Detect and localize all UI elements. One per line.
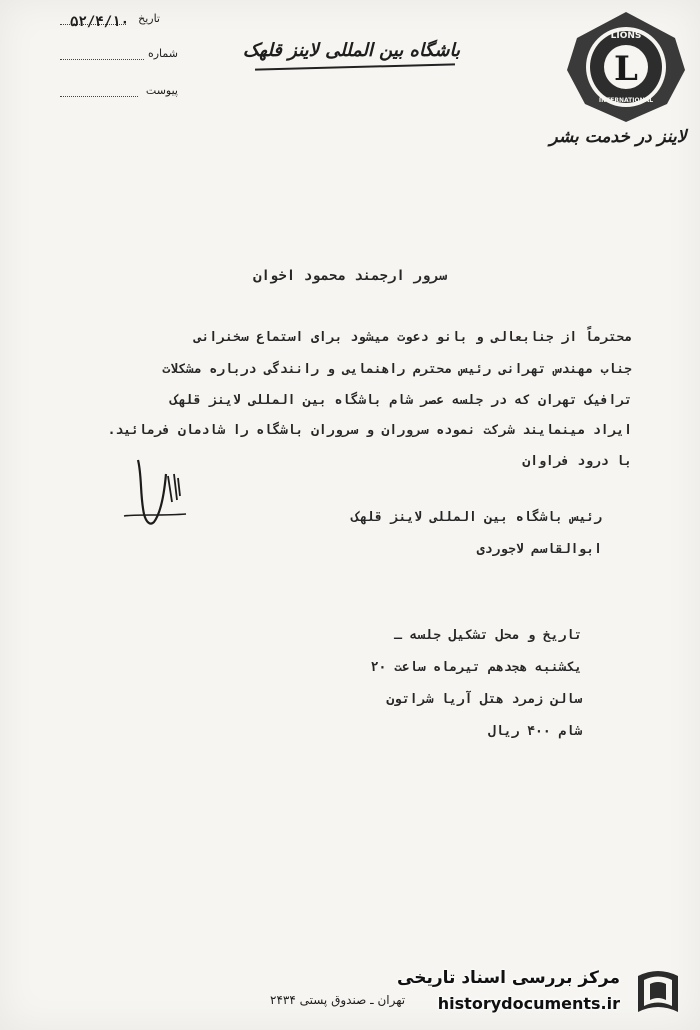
club-name: باشگاه بین المللی لاینز قلهک xyxy=(242,40,460,61)
body-line: ترافیک تهران که در جلسه عصر شام باشگاه بین المللی لاینز قلهک xyxy=(170,393,632,408)
logo-letter: L xyxy=(614,49,638,89)
archive-document-icon xyxy=(630,968,686,1020)
body-line: محترماً از جنابعالی و بانو دعوت میشود برای استماع سخنرانی xyxy=(193,330,632,345)
number-line xyxy=(60,59,144,60)
archive-watermark xyxy=(397,966,690,1024)
attachment-field xyxy=(60,84,178,100)
watermark-title: مرکز بررسی اسناد تاریخی xyxy=(397,968,620,988)
logo-text-top: LIONS xyxy=(610,31,642,41)
club-name-underline xyxy=(255,63,455,70)
details-heading: تاریخ و محل تشکیل جلسه ـ xyxy=(394,628,582,643)
details-line: سالن زمرد هتل آریا شراتون xyxy=(386,692,582,707)
details-line: یکشنبه هجدهم تیرماه ساعت ۲۰ xyxy=(370,660,582,675)
footer-address: تهران ـ صندوق پستی ۲۴۳۴ xyxy=(270,993,406,1007)
logo-text-bottom: INTERNATIONAL xyxy=(598,97,654,104)
signatory-title: رئیس باشگاه بین المللی لاینز قلهک xyxy=(351,510,602,525)
attachment-line xyxy=(60,96,138,97)
body-line: جناب مهندس تهرانی رئیس محترم راهنمایی و رانندگی درباره مشکلات xyxy=(162,362,632,377)
lions-emblem-logo xyxy=(563,8,689,126)
watermark-url: historydocuments.ir xyxy=(437,994,620,1013)
number-label: شماره xyxy=(147,47,178,60)
date-label: تاریخ xyxy=(138,12,160,25)
attachment-label: پیوست xyxy=(145,84,178,97)
date-value: ۵۲/۴/۱۰ xyxy=(70,14,130,30)
salutation: سرور ارجمند محمود اخوان xyxy=(253,268,447,284)
closing-line: با درود فراوان xyxy=(522,454,632,469)
details-line: شام ۴۰۰ ریال xyxy=(488,724,582,739)
body-line: ایراد مینمایند شرکت نموده سروران و سروران باشگاه را شادمان فرمائید. xyxy=(107,423,632,438)
number-field xyxy=(60,47,178,63)
handwritten-signature xyxy=(120,456,190,536)
signatory-name: ابوالقاسم لاجوردی xyxy=(476,542,602,557)
club-motto: لاینز در خدمت بشر xyxy=(549,127,687,147)
